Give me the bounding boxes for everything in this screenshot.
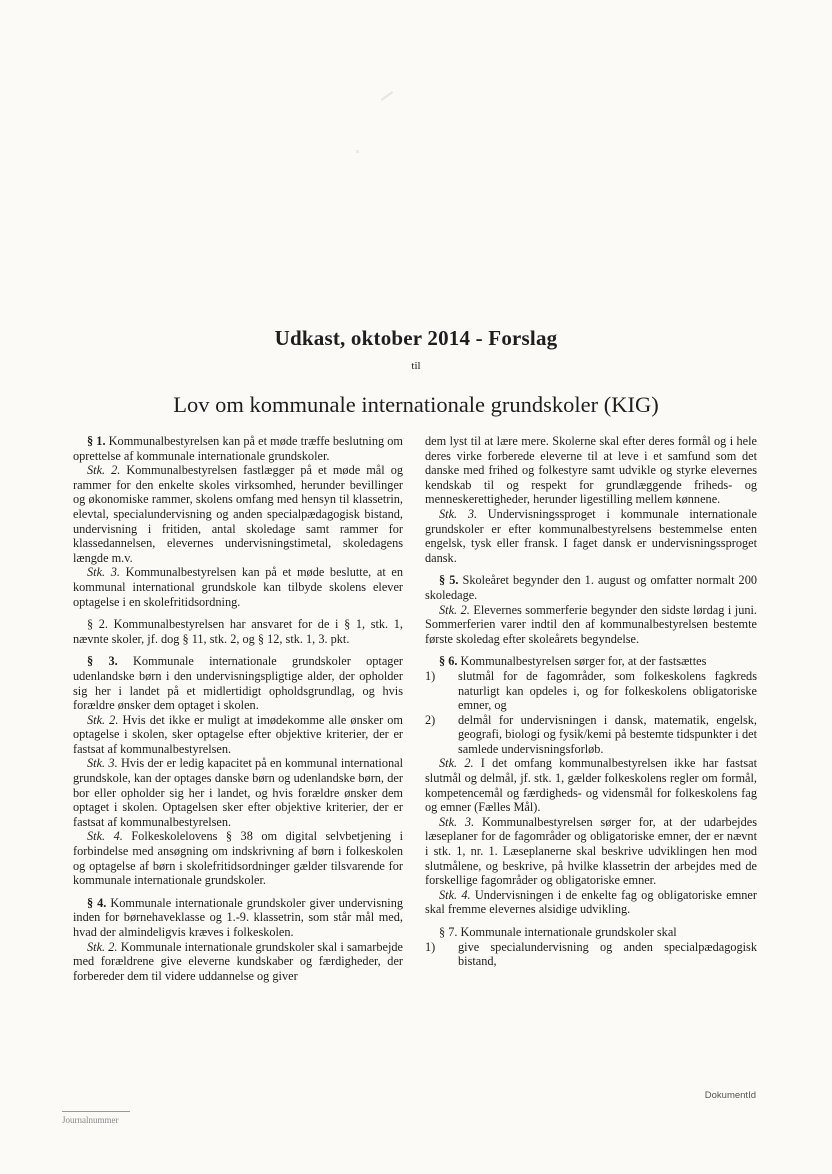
stk-label: Stk. 4.	[439, 887, 471, 902]
stk-label: Stk. 3.	[439, 506, 478, 521]
section-3-stk-4	[73, 829, 403, 887]
section-text: Kommunale internationale grundskoler optager udenlandske børn i den undervisningspligtige alder, der opholder sig her i landet på et midlertidigt opholdsgrundlag, og hvis forældre ønsker dem optaget i skolen.	[73, 654, 403, 713]
list-item-number: 1)	[425, 668, 436, 683]
list-item	[425, 669, 757, 713]
stk-label: Stk. 3.	[439, 814, 475, 829]
stk-label: Stk. 3.	[87, 756, 118, 771]
section-1	[73, 434, 403, 463]
stk-text: I det omfang kommunalbestyrelsen ikke har fastsat slutmål og delmål, jf. stk. 1, gælder folkeskolens regler om formål, kompetencemål og færdigheds- og vidensmål for folkeskolens fag og emner (Fælles Mål).	[425, 756, 757, 815]
section-7	[425, 925, 757, 940]
stk-text: Kommunale internationale grundskoler skal i samarbejde med forældrene give eleverne kundskaber og færdigheder, der forbereder dem til videre uddannelse og giver	[73, 939, 403, 983]
section-text: Kommunalbestyrelsen kan på et møde træffe beslutning om oprettelse af kommunale internationale grundskoler.	[73, 434, 403, 463]
stk-text: Hvis det ikke er muligt at imødekomme alle ønsker om optagelse i skolen, sker optagelse efter objektive kriterier, der er fastsat af kommunalbestyrelsen.	[73, 712, 403, 756]
stk-text: Kommunalbestyrelsen sørger for, at der udarbejdes læseplaner for de fagområder og obligatoriske emner, der er nævnt i stk. 1, nr. 1. Læseplanerne skal beskrive udviklingen hen mod slutmålene, og beskrive, på hvilke klassetrin der arbejdes med de forskellige fagområder og obligatoriske emner.	[425, 814, 757, 888]
section-3-stk-3	[73, 756, 403, 829]
document-til: til	[411, 360, 421, 372]
section-text: Skoleåret begynder den 1. august og omfatter normalt 200 skoledage.	[425, 573, 757, 602]
stk-text: Folkeskolelovens § 38 om digital selvbetjening i forbindelse med ansøgning om indskrivning af børn i folkeskolen og optagelse af børn i skolefritidsordninger gælder tilsvarende for kommunale internationale grundskoler.	[73, 829, 403, 888]
list-item-text: give specialundervisning og anden specialpædagogisk bistand,	[458, 939, 757, 969]
section-4-stk-3	[425, 507, 757, 565]
stk-text: Kommunalbestyrelsen kan på et møde beslutte, at en kommunal international grundskole kan tilbyde skolens elever optagelse i en skolefritidsordning.	[73, 565, 403, 609]
stk-label: Stk. 2.	[439, 756, 474, 771]
section-mark: § 4.	[87, 895, 107, 910]
document-title: Udkast, oktober 2014 - Forslag	[274, 326, 558, 350]
document-id: DokumentId	[704, 1090, 756, 1101]
stk-text: Undervisningen i de enkelte fag og obligatoriske emner skal fremme elevernes alsidige udvikling.	[425, 887, 757, 917]
section-3	[73, 654, 403, 712]
section-6-stk-2	[425, 756, 757, 814]
list-item-text: delmål for undervisningen i dansk, matematik, engelsk, geografi, biologi og fysik/kemi på bestemte tidspunkter i det samlede undervisningsforløb.	[458, 712, 757, 756]
journal-divider	[62, 1111, 130, 1112]
section-mark: § 7.	[439, 925, 458, 939]
right-column	[425, 434, 757, 969]
section-2	[73, 617, 403, 646]
section-4-continued: dem lyst til at lære mere. Skolerne skal efter deres formål og i hele deres virke forberede eleverne til at leve i et samfund som det danske med frihed og folkestyre samt udvikle og styrke elevernes kendskab til og respekt for grundlæggende friheds- og menneskerettigheder, herunder ligestilling mellem kønnene.	[425, 434, 757, 507]
section-5	[425, 573, 757, 602]
list-item-number: 1)	[425, 939, 436, 954]
section-1-stk-2	[73, 463, 403, 565]
stk-label: Stk. 4.	[87, 829, 123, 844]
section-4-stk-2	[73, 940, 403, 984]
stk-label: Stk. 2.	[87, 463, 121, 478]
scan-speck	[381, 91, 394, 101]
left-column	[73, 434, 403, 983]
section-mark: § 6.	[439, 654, 458, 669]
stk-text: Undervisningssproget i kommunale internationale grundskoler er efter kommunalbestyrelsens bestemmelse enten engelsk, tysk eller fransk. I faget dansk er undervisningssproget dansk.	[425, 506, 757, 565]
list-item-text: slutmål for de fagområder, som folkeskolens fagkreds naturligt kan opdeles i, og for folkeskolens obligatoriske emner, og	[458, 668, 757, 713]
list-item-number: 2)	[425, 712, 436, 727]
section-3-stk-2	[73, 713, 403, 757]
section-5-stk-2	[425, 603, 757, 647]
stk-label: Stk. 2.	[87, 939, 118, 954]
section-6-stk-4	[425, 888, 757, 917]
stk-label: Stk. 3.	[87, 565, 120, 580]
stk-text: Elevernes sommerferie begynder den sidste lørdag i juni. Sommerferien varer indtil den af kommunalbestyrelsen bestemte første skoledag efter skoleårets begyndelse.	[425, 602, 757, 646]
section-1-stk-3	[73, 565, 403, 609]
list-item	[425, 940, 757, 969]
section-mark: § 1.	[87, 434, 106, 448]
section-text: Kommunale internationale grundskoler skal	[457, 925, 677, 939]
stk-label: Stk. 2.	[87, 712, 119, 727]
section-mark: § 5.	[439, 573, 459, 588]
section-text: Kommunale internationale grundskoler giver undervisning inden for børnehaveklasse og 1.-9. klassetrin, som står mål med, hvad der almindeligvis kræves i folkeskolen.	[73, 895, 403, 939]
law-title: Lov om kommunale internationale grundskoler (KIG)	[173, 392, 659, 417]
stk-text: Hvis der er ledig kapacitet på en kommunal international grundskole, kan der optages danske børn og udenlandske børn, der bor eller opholder sig her i landet, og hvis forældre ønsker dem optaget i skolen. Optagelsen sker efter objektive kriterier, der er fastsat af kommunalbestyrelsen.	[73, 756, 403, 829]
journal-number: Journalnummer	[62, 1115, 119, 1125]
section-6-stk-3	[425, 815, 757, 888]
section-4	[73, 896, 403, 940]
list-item	[425, 713, 757, 757]
stk-text: Kommunalbestyrelsen fastlægger på et møde mål og rammer for den enkelte skoles virksomhed, herunder bevillinger og økonomiske rammer, skolens omfang med hensyn til klassetrin, elevtal, specialundervisning og anden specialpædagogisk bistand, undervisning i fritiden, antal skoledage samt rammer for klassedannelsen, elevernes undervisningstimetal, skoledagens længde m.v.	[73, 463, 403, 565]
scan-speck	[356, 150, 359, 153]
section-text: Kommunalbestyrelsen sørger for, at der fastsættes	[457, 654, 707, 669]
section-mark: § 2.	[87, 617, 108, 632]
section-text: Kommunalbestyrelsen har ansvaret for de i § 1, stk. 1, nævnte skoler, jf. dog § 11, stk. 2, og § 12, stk. 1, 3. pkt.	[73, 617, 403, 646]
section-6	[425, 654, 757, 669]
section-mark: § 3.	[87, 654, 118, 669]
stk-label: Stk. 2.	[439, 602, 470, 617]
